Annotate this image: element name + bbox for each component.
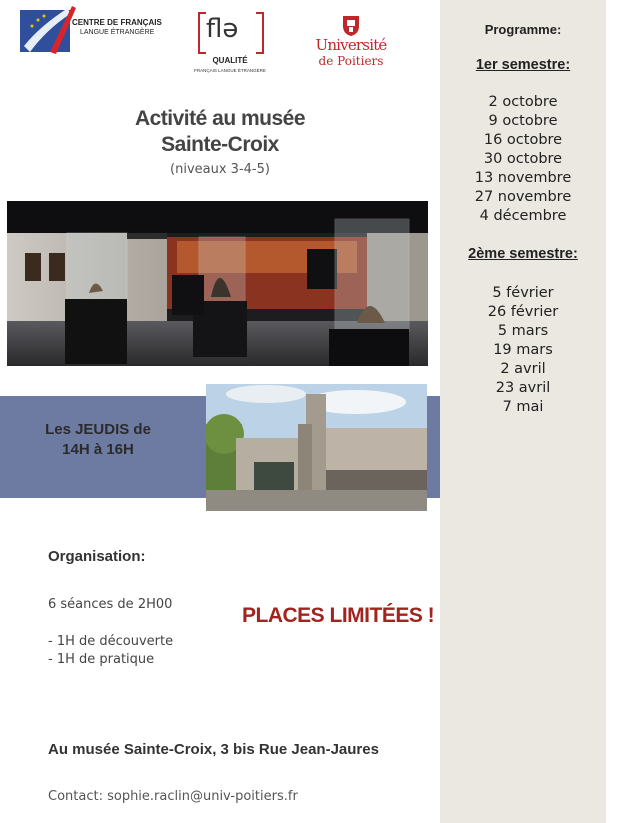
fle-qualite-logo — [190, 8, 270, 80]
semester2-title: 2ème semestre: — [468, 246, 578, 262]
page-subtitle: (niveaux 3-4-5) — [170, 162, 270, 177]
schedule-line2: 14H à 16H — [62, 441, 134, 458]
cfle-logo — [20, 6, 160, 58]
list-item: 2 octobre — [488, 94, 558, 110]
list-item: 9 octobre — [488, 113, 558, 129]
list-item: 7 mai — [502, 399, 544, 415]
page-title-line2: Sainte-Croix — [161, 133, 279, 156]
list-item: 19 mars — [493, 342, 553, 358]
universite-poitiers-logo — [308, 14, 394, 76]
organisation-item-pratique: - 1H de pratique — [48, 652, 155, 667]
univ-crest-icon — [341, 14, 361, 36]
cfle-line2: LANGUE ÉTRANGÈRE — [80, 29, 155, 36]
list-item: 23 avril — [495, 380, 551, 396]
programme-sidebar — [440, 0, 606, 823]
fle-qualite: QUALITÉ — [212, 56, 248, 65]
fle-mark: flə — [206, 14, 239, 44]
programme-title: Programme: — [484, 22, 562, 37]
list-item: 26 février — [487, 304, 559, 320]
schedule-text — [38, 420, 158, 460]
contact: Contact: sophie.raclin@univ-poitiers.fr — [48, 789, 298, 804]
fle-subtitle: FRANÇAIS LANGUE ÉTRANGÈRE — [194, 68, 266, 73]
list-item: 2 avril — [500, 361, 546, 377]
list-item: 27 novembre — [474, 189, 572, 205]
semester1-dates — [440, 93, 606, 226]
places-limitees: PLACES LIMITÉES ! — [242, 604, 435, 627]
fle-right-bracket — [256, 12, 264, 54]
cfle-line1: CENTRE DE FRANÇAIS — [72, 18, 162, 27]
list-item: 4 décembre — [479, 208, 567, 224]
semester2-dates — [440, 284, 606, 417]
museum-exterior-photo — [206, 384, 427, 511]
fle-left-bracket — [198, 12, 206, 54]
list-item: 16 octobre — [483, 132, 563, 148]
seances-text: 6 séances de 2H00 — [48, 597, 173, 612]
list-item: 5 février — [492, 285, 554, 301]
page-title-line1: Activité au musée — [134, 107, 306, 130]
address: Au musée Sainte-Croix, 3 bis Rue Jean-Jaures — [48, 741, 379, 758]
schedule-line1: Les JEUDIS de — [45, 421, 151, 438]
univ-line1: Université — [315, 36, 387, 54]
semester1-title: 1er semestre: — [475, 57, 571, 73]
list-item: 30 octobre — [483, 151, 563, 167]
organisation-item-decouverte: - 1H de découverte — [48, 634, 174, 649]
list-item: 13 novembre — [474, 170, 572, 186]
organisation-title: Organisation: — [48, 548, 146, 565]
list-item: 5 mars — [497, 323, 549, 339]
univ-line2: de Poitiers — [318, 54, 384, 68]
title-block — [60, 106, 380, 177]
museum-interior-photo — [7, 201, 428, 366]
